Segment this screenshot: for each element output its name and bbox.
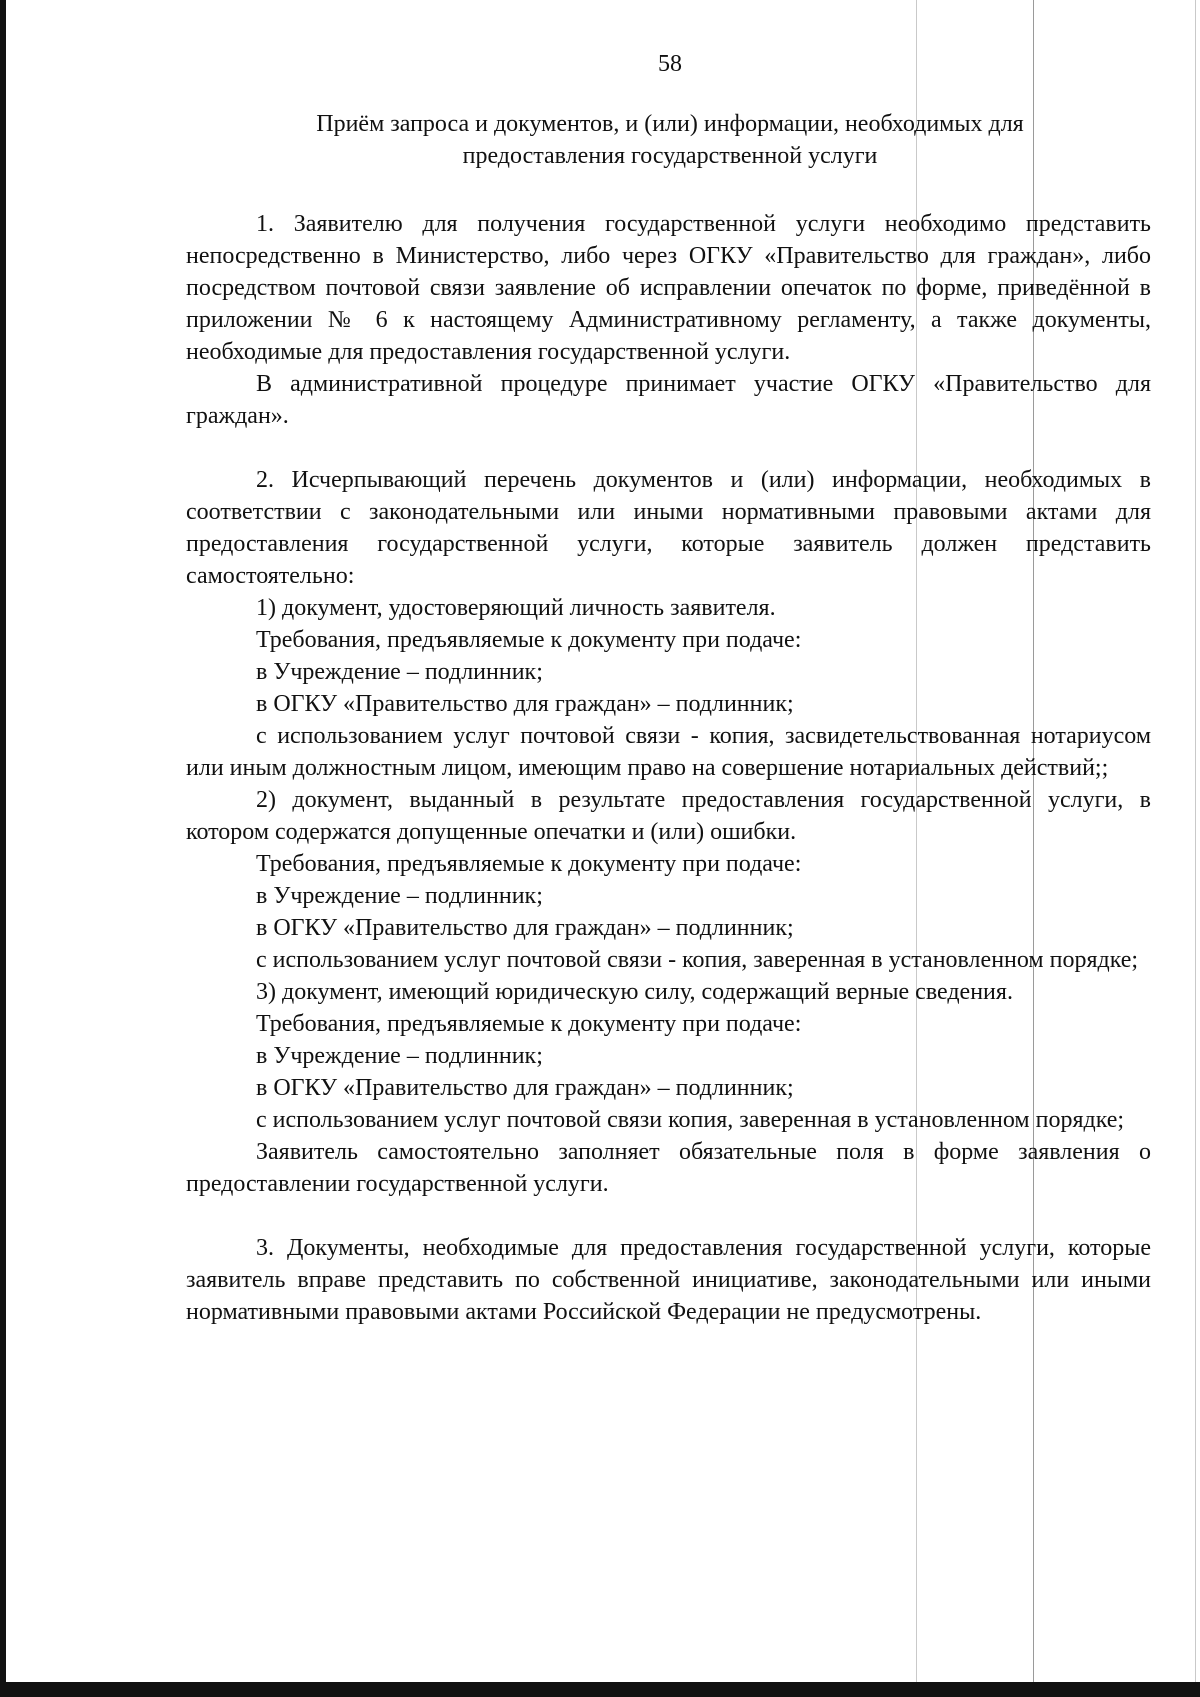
section-heading-line: Приём запроса и документов, и (или) информации, необходимых для	[316, 111, 1024, 137]
scan-left-border	[0, 0, 6, 1697]
scan-bottom-border	[0, 1682, 1200, 1697]
scan-artifact-line	[1195, 0, 1196, 1682]
paragraph: 2) документ, выданный в результате предоставления государственной услуги, в котором содержатся допущенные опечатки и (или) ошибки.	[186, 787, 1151, 845]
paragraph: Заявитель самостоятельно заполняет обязательные поля в форме заявления о предоставлении государственной услуги.	[186, 1139, 1151, 1197]
section-heading-line: предоставления государственной услуги	[462, 143, 878, 169]
paragraph: 3) документ, имеющий юридическую силу, содержащий верные сведения.	[256, 979, 1013, 1005]
section-heading	[250, 108, 1090, 172]
paragraph: Требования, предъявляемые к документу при подаче:	[256, 1011, 802, 1037]
paragraph: в ОГКУ «Правительство для граждан» – подлинник;	[256, 691, 794, 717]
paragraph: 3. Документы, необходимые для предоставления государственной услуги, которые заявитель вправе представить по собственной инициативе, законодательными или иными нормативными правовыми актами Российской Федерации не предусмотрены.	[186, 1235, 1151, 1325]
paragraph: в ОГКУ «Правительство для граждан» – подлинник;	[256, 915, 794, 941]
paragraph: 1) документ, удостоверяющий личность заявителя.	[256, 595, 776, 621]
paragraph: 2. Исчерпывающий перечень документов и (или) информации, необходимых в соответствии с законодательными или иными нормативными правовыми актами для предоставления государственной услуги, которые заявитель должен представить самостоятельно:	[186, 467, 1151, 589]
paragraph: с использованием услуг почтовой связи - копия, заверенная в установленном порядке;	[256, 947, 1139, 973]
paragraph: в Учреждение – подлинник;	[256, 1043, 543, 1069]
paragraph: с использованием услуг почтовой связи копия, заверенная в установленном порядке;	[256, 1107, 1125, 1133]
paragraph: Требования, предъявляемые к документу при подаче:	[256, 851, 802, 877]
document-body	[186, 208, 1151, 1328]
paragraph: в Учреждение – подлинник;	[256, 659, 543, 685]
paragraph: 1. Заявителю для получения государственной услуги необходимо представить непосредственно в Министерство, либо через ОГКУ «Правительство для граждан», либо посредством почтовой связи заявление об исправлении опечаток по форме, приведённой в приложении № 6 к настоящему Административному регламенту, а также документы, необходимые для предоставления государственной услуги.	[186, 211, 1151, 365]
paragraph: В административной процедуре принимает участие ОГКУ «Правительство для граждан».	[186, 371, 1151, 429]
paragraph: в Учреждение – подлинник;	[256, 883, 543, 909]
paragraph: в ОГКУ «Правительство для граждан» – подлинник;	[256, 1075, 794, 1101]
paragraph: с использованием услуг почтовой связи - копия, засвидетельствованная нотариусом или иным должностным лицом, имеющим право на совершение нотариальных действий;;	[186, 723, 1151, 781]
paragraph: Требования, предъявляемые к документу при подаче:	[256, 627, 802, 653]
page-number: 58	[658, 51, 682, 77]
